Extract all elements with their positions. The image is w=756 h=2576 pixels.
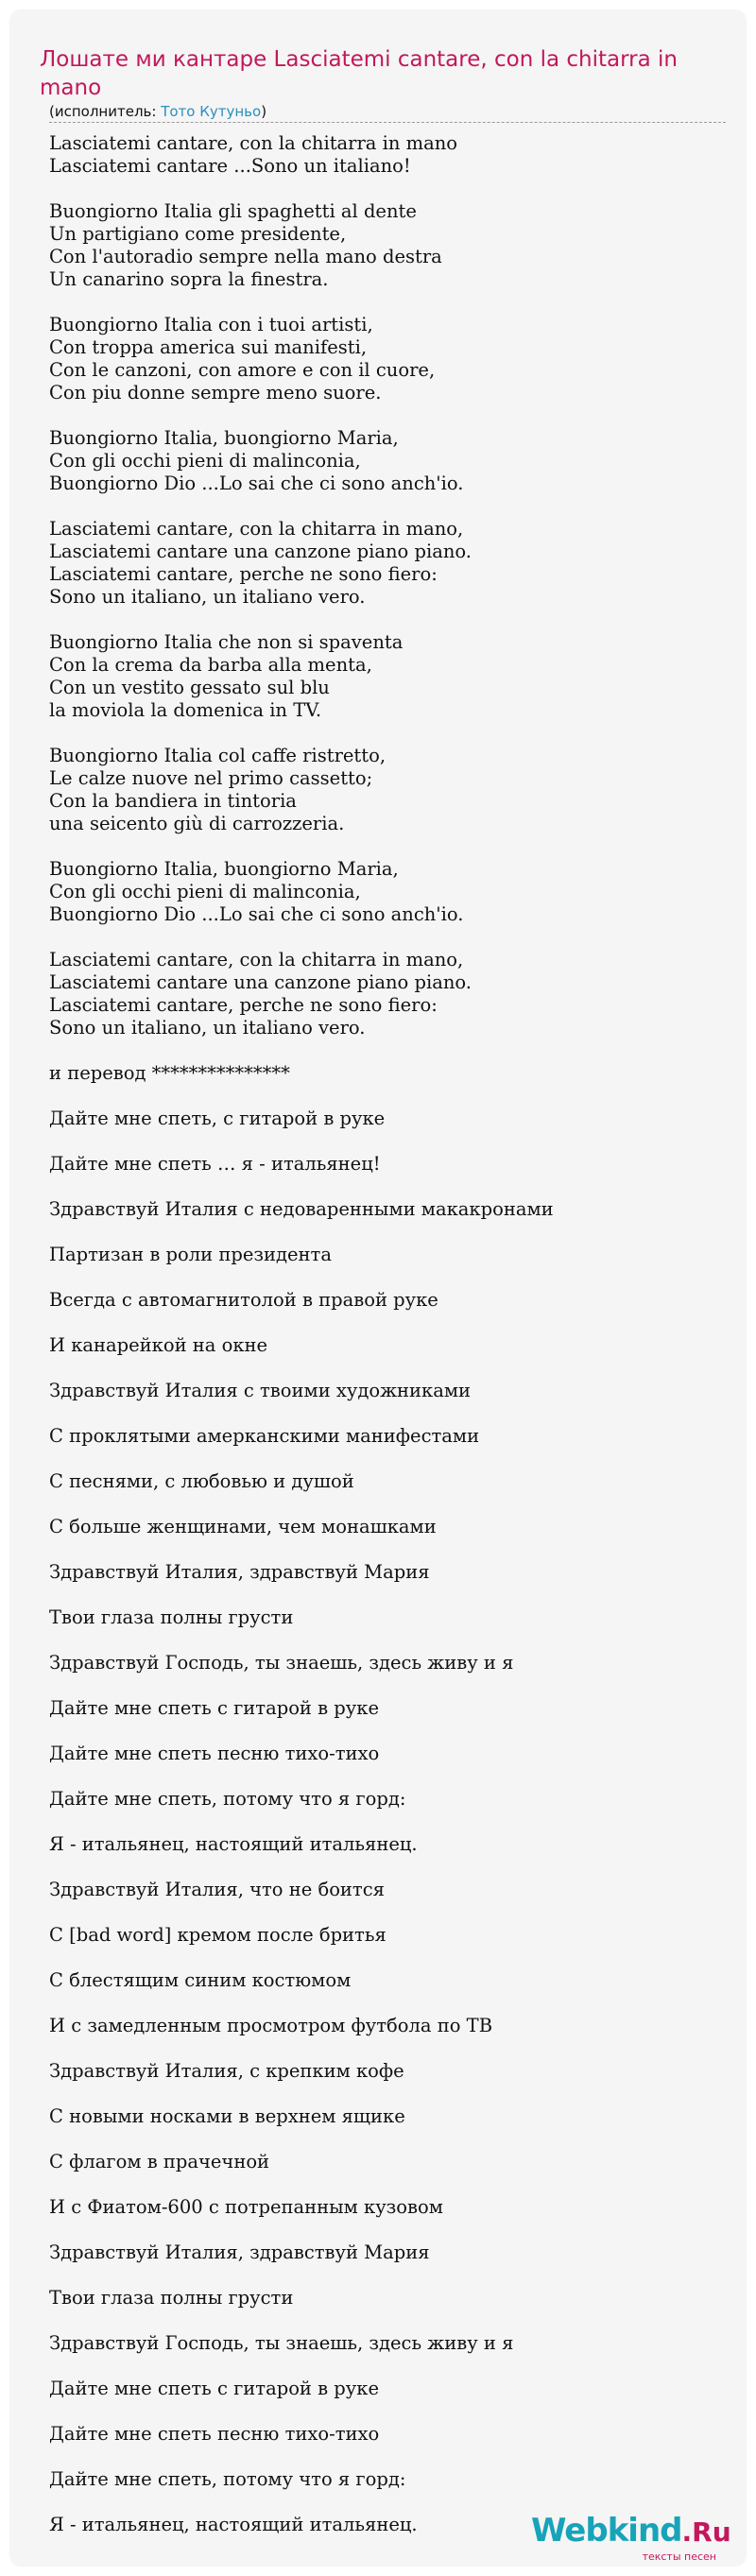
- lyric-line: Le calze nuove nel primo cassetto;: [49, 767, 373, 789]
- translation-line: Партизан в роли президента: [49, 1244, 332, 1265]
- lyric-line: Con piu donne sempre meno suore.: [49, 382, 382, 404]
- lyric-line: Lasciatemi cantare una canzone piano piano.: [49, 541, 472, 562]
- stanza-gap: [49, 835, 730, 858]
- logo-main-text: Webkind: [531, 2512, 682, 2550]
- webkind-logo[interactable]: [531, 2512, 731, 2568]
- translation-line: Дайте мне спеть песню тихо-тихо: [49, 2423, 380, 2445]
- translation-line: Дайте мне спеть с гитарой в руке: [49, 1697, 379, 1719]
- stanza-gap: [49, 609, 730, 631]
- translation-line: Дайте мне спеть, с гитарой в руке: [49, 1108, 386, 1129]
- stanza-gap: [49, 404, 730, 427]
- lyric-line: Lasciatemi cantare, con la chitarra in mano: [49, 132, 458, 154]
- artist-suffix: ): [261, 103, 267, 120]
- lyric-line: Buongiorno Italia, buongiorno Maria,: [49, 427, 399, 449]
- translation-line: Твои глаза полны грусти: [49, 2287, 294, 2309]
- lyric-line: Buongiorno Italia che non si spaventa: [49, 631, 404, 653]
- lyric-line: la moviola la domenica in TV.: [49, 699, 322, 721]
- lyric-line: Un partigiano come presidente,: [49, 223, 347, 245]
- stanza-gap: [49, 495, 730, 518]
- logo-tld: .Ru: [681, 2516, 731, 2548]
- lyric-line: Buongiorno Italia gli spaghetti al dente: [49, 200, 417, 222]
- stanza-gap: [49, 1039, 730, 1062]
- lyric-line: Lasciatemi cantare una canzone piano piano.: [49, 971, 472, 993]
- translation-line: Здравствуй Италия, с крепким кофе: [49, 2060, 404, 2082]
- lyric-line: Con l'autoradio sempre nella mano destra: [49, 246, 442, 267]
- lyric-line: Buongiorno Italia col caffe ristretto,: [49, 745, 387, 766]
- dashed-divider: [49, 122, 726, 123]
- translation-line: Здравствуй Италия с недоваренными макакронами: [49, 1198, 554, 1220]
- lyric-line: Con gli occhi pieni di malinconia,: [49, 881, 361, 902]
- translation-line: Здравствуй Господь, ты знаешь, здесь живу и я: [49, 2332, 514, 2354]
- stanza-gap: [49, 926, 730, 949]
- translation-line: С песнями, с любовью и душой: [49, 1470, 354, 1492]
- translation-line: Дайте мне спеть, потому что я горд:: [49, 1788, 406, 1810]
- lyrics-text: [49, 132, 730, 2559]
- lyric-line: Con troppa america sui manifesti,: [49, 336, 368, 358]
- translation-line: С [bad word] кремом после бритья: [49, 1924, 387, 1946]
- translation-line: Здравствуй Италия с твоими художниками: [49, 1380, 472, 1401]
- lyric-line: una seicento giù di carrozzeria.: [49, 813, 345, 834]
- translation-line: Твои глаза полны грусти: [49, 1606, 294, 1628]
- lyric-line: Con la crema da barba alla menta,: [49, 654, 372, 676]
- stanza-gap: [49, 291, 730, 314]
- lyric-line: Lasciatemi cantare, con la chitarra in mano,: [49, 518, 464, 540]
- lyric-line: Con la bandiera in tintoria: [49, 790, 297, 812]
- lyric-line: Buongiorno Dio ...Lo sai che ci sono anch'io.: [49, 472, 464, 494]
- translation-line: И с замедленным просмотром футбола по ТВ: [49, 2015, 493, 2036]
- artist-line: [49, 102, 266, 121]
- lyric-line: Sono un italiano, un italiano vero.: [49, 1017, 366, 1039]
- stanza-gap: [49, 722, 730, 745]
- translation-line: Здравствуй Италия, здравствуй Мария: [49, 1561, 430, 1583]
- lyric-line: Lasciatemi cantare, perche ne sono fiero:: [49, 994, 438, 1016]
- lyric-line: Buongiorno Italia con i tuoi artisti,: [49, 314, 373, 335]
- artist-link[interactable]: Тото Кутуньо: [161, 103, 262, 120]
- translation-line: С больше женщинами, чем монашками: [49, 1516, 437, 1537]
- translation-line: С проклятыми амерканскими манифестами: [49, 1425, 480, 1447]
- logo-tagline: тексты песен: [642, 2550, 716, 2563]
- lyric-line: Con le canzoni, con amore e con il cuore,: [49, 359, 436, 381]
- translation-line: Здравствуй Италия, здравствуй Мария: [49, 2241, 430, 2263]
- artist-prefix: (исполнитель:: [49, 103, 162, 120]
- lyric-line: Lasciatemi cantare, con la chitarra in mano,: [49, 949, 464, 970]
- translation-line: Я - итальянец, настоящий итальянец.: [49, 2514, 418, 2535]
- stanza-gap: [49, 178, 730, 200]
- lyric-line: Un canarino sopra la finestra.: [49, 268, 329, 290]
- translation-line: Здравствуй Господь, ты знаешь, здесь живу и я: [49, 1652, 514, 1674]
- translation-line: С новыми носками в верхнем ящике: [49, 2105, 405, 2127]
- lyric-line: Con gli occhi pieni di malinconia,: [49, 450, 361, 472]
- translation-line: Здравствуй Италия, что не боится: [49, 1879, 385, 1900]
- translation-line: Всегда с автомагнитолой в правой руке: [49, 1289, 438, 1311]
- stanza-gap: [49, 1085, 730, 1108]
- translation-line: Дайте мне спеть песню тихо-тихо: [49, 1743, 380, 1764]
- lyric-line: Sono un italiano, un italiano vero.: [49, 586, 366, 608]
- translation-line: Дайте мне спеть … я - итальянец!: [49, 1153, 381, 1175]
- logo-wordmark: [531, 2512, 731, 2551]
- translation-line: Дайте мне спеть с гитарой в руке: [49, 2378, 379, 2399]
- lyric-line: Con un vestito gessato sul blu: [49, 677, 330, 698]
- lyric-line: Lasciatemi cantare ...Sono un italiano!: [49, 155, 411, 177]
- translation-line: С блестящим синим костюмом: [49, 1969, 352, 1991]
- translation-line: Я - итальянец, настоящий итальянец.: [49, 1833, 418, 1855]
- lyrics-card: [9, 9, 747, 2567]
- translation-line: И канарейкой на окне: [49, 1334, 268, 1356]
- lyric-line: Buongiorno Dio ...Lo sai che ci sono anch'io.: [49, 903, 464, 925]
- translation-line: Дайте мне спеть, потому что я горд:: [49, 2468, 406, 2490]
- translation-line: С флагом в прачечной: [49, 2151, 270, 2172]
- lyric-line: Lasciatemi cantare, perche ne sono fiero:: [49, 563, 438, 585]
- translation-line: И с Фиатом-600 с потрепанным кузовом: [49, 2196, 443, 2218]
- lyric-line: и перевод ***************: [49, 1062, 290, 1084]
- page-title: Лошате ми кантаре Lasciatemi cantare, con la chitarra in mano: [40, 47, 679, 100]
- lyric-line: Buongiorno Italia, buongiorno Maria,: [49, 858, 399, 880]
